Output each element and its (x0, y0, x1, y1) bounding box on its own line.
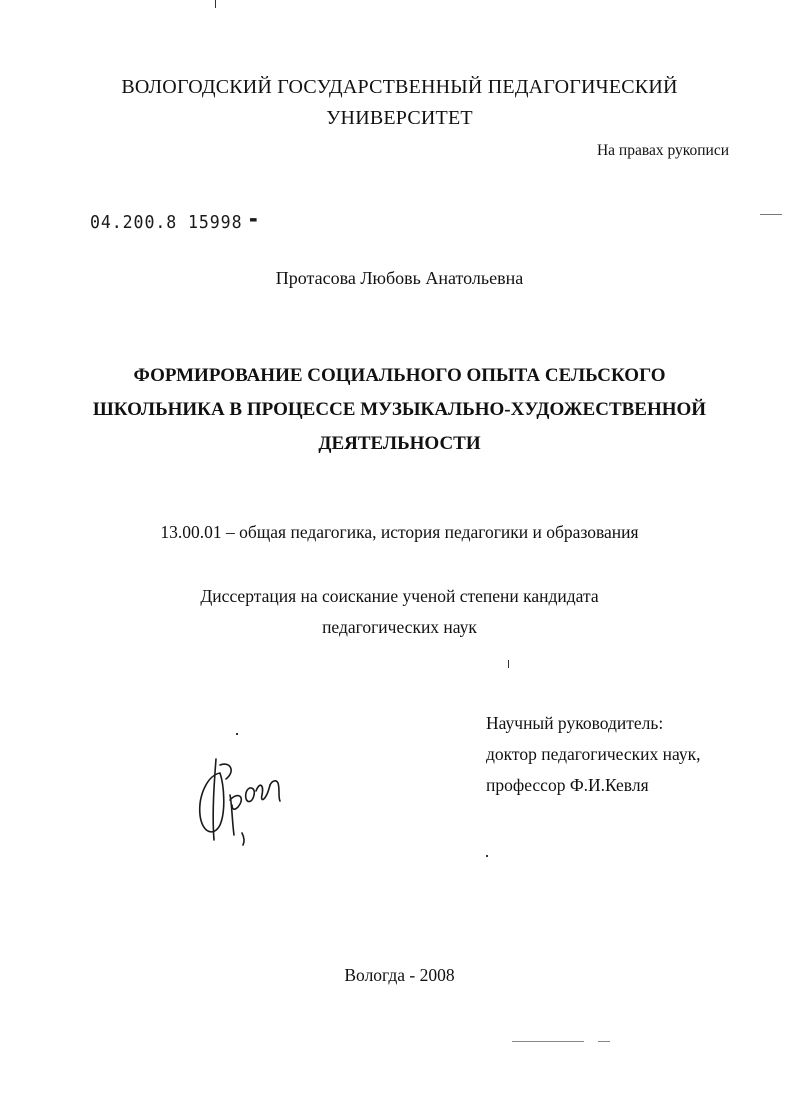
author-name: Протасова Любовь Анатольевна (275, 268, 524, 288)
scan-mark-top (215, 0, 216, 8)
title-line-3: ДЕЯТЕЛЬНОСТИ (318, 433, 481, 454)
scan-mark-right (760, 214, 782, 215)
university-line-2: УНИВЕРСИТЕТ (326, 107, 473, 129)
scan-dot-2 (486, 855, 488, 857)
advisor-name: профессор Ф.И.Кевля (486, 775, 649, 795)
rights-note: На правах рукописи (596, 142, 729, 159)
specialty-code: 13.00.01 – общая педагогика, история педагогики и образования (160, 522, 639, 542)
scan-dot-1 (236, 733, 238, 735)
scan-mark-mid (508, 660, 509, 668)
advisor-label: Научный руководитель: (486, 713, 664, 733)
catalog-code-text: 04.200.8 15998 (90, 212, 243, 233)
dissertation-degree (0, 581, 799, 643)
catalog-code (90, 212, 258, 233)
dissertation-title (0, 359, 799, 461)
scientific-advisor (486, 708, 700, 801)
handwritten-signature (190, 745, 300, 855)
title-line-1: ФОРМИРОВАНИЕ СОЦИАЛЬНОГО ОПЫТА СЕЛЬСКОГО (133, 365, 666, 386)
scan-mark-bottom-2 (598, 1041, 610, 1042)
university-line-1: ВОЛОГОДСКИЙ ГОСУДАРСТВЕННЫЙ ПЕДАГОГИЧЕСКИЙ (121, 76, 678, 98)
catalog-code-mark: ▬ (242, 212, 258, 226)
city-year: Вологда - 2008 (344, 965, 455, 985)
degree-line-1: Диссертация на соискание ученой степени кандидата (200, 586, 599, 606)
title-line-2: ШКОЛЬНИКА В ПРОЦЕССЕ МУЗЫКАЛЬНО-ХУДОЖЕСТВЕННОЙ (92, 399, 707, 420)
degree-line-2: педагогических наук (322, 617, 477, 637)
scan-mark-bottom (512, 1041, 584, 1042)
advisor-degree: доктор педагогических наук, (486, 744, 701, 764)
